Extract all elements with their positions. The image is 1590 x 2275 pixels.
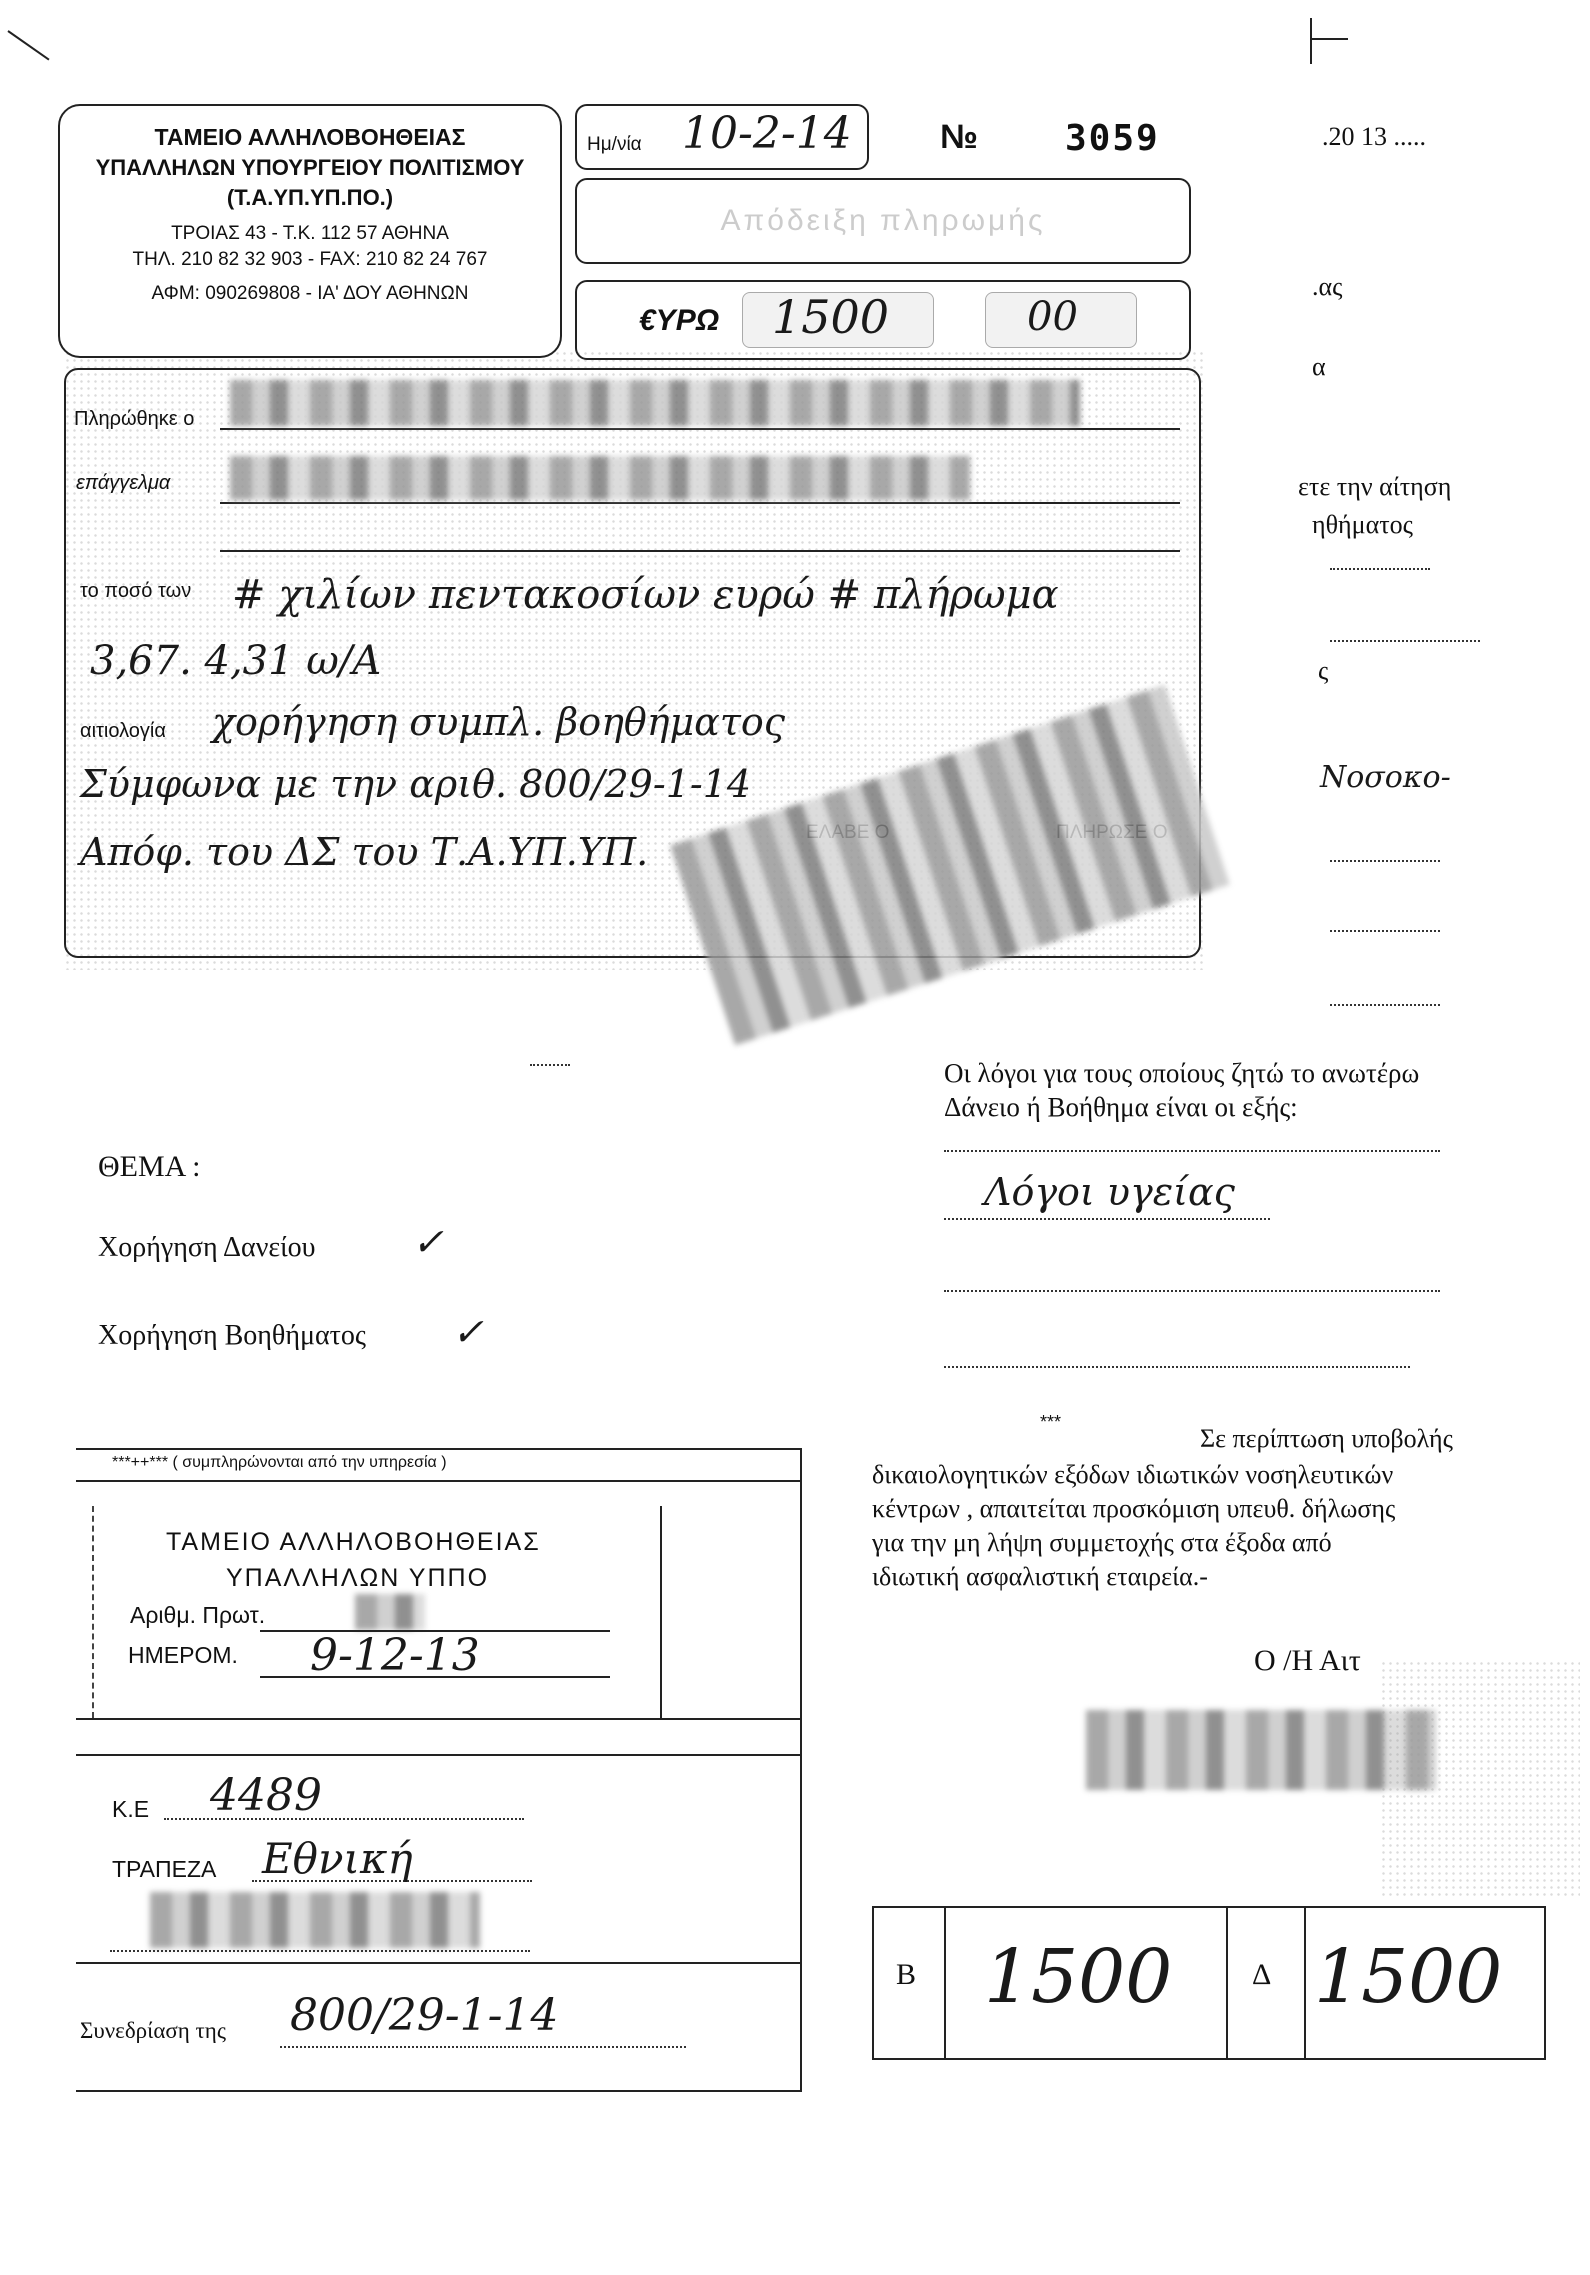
applicant-label: Ο /Η Αιτ xyxy=(1254,1644,1361,1677)
option-loan-check: ✓ xyxy=(412,1220,444,1264)
issuer-box xyxy=(58,104,562,358)
reasons-intro-1: Οι λόγοι για τους οποίους ζητώ το ανωτέρω xyxy=(944,1058,1420,1088)
stamp-date-label: ΗΜΕΡΟΜ. xyxy=(128,1642,238,1668)
bank-value: Εθνική xyxy=(262,1834,413,1883)
note-line3: κέντρων , απαιτείται προσκόμιση υπευθ. δήλωσης xyxy=(872,1494,1396,1523)
ke-label: Κ.Ε xyxy=(112,1796,150,1822)
right-dots-5 xyxy=(1330,1004,1440,1006)
service-header-line xyxy=(76,1480,802,1482)
date-label: Ημ/νία xyxy=(587,134,642,155)
amount-words-label: το ποσό των xyxy=(80,580,192,602)
bank-label: ΤΡΑΠΕΖΑ xyxy=(112,1856,217,1882)
note-stars: *** xyxy=(1040,1412,1062,1432)
corner-mark xyxy=(7,30,49,60)
reasons-dots-3 xyxy=(944,1290,1440,1292)
issuer-line3: (Τ.Α.ΥΠ.ΥΠ.ΠΟ.) xyxy=(226,185,394,210)
right-dots-3 xyxy=(1330,860,1440,862)
amount-currency-label: €ΥΡΩ xyxy=(639,304,720,337)
reason-label: αιτιολογία xyxy=(80,720,166,742)
issuer-tax: ΑΦΜ: 090269808 - ΙΑ' ΔΟΥ ΑΘΗΝΩΝ xyxy=(151,283,469,304)
service-separator-1 xyxy=(76,1718,802,1720)
stamp-line2: ΥΠΑΛΛΗΛΩΝ ΥΠΠΟ xyxy=(226,1564,490,1592)
reasons-dots-4 xyxy=(944,1366,1410,1368)
stamp-line1: ΤΑΜΕΙΟ ΑΛΛΗΛΟΒΟΗΘΕΙΑΣ xyxy=(166,1528,541,1556)
profession-redacted xyxy=(230,456,970,500)
reason-line2: Σύμφωνα με την αριθ. 800/29-1-14 xyxy=(80,762,752,806)
amount-words-line2: 3,67. 4,31 ω/Α xyxy=(90,638,382,684)
note-line5: ιδιωτική ασφαλιστική εταιρεία.- xyxy=(872,1562,1208,1591)
right-text-4: ηθήματος xyxy=(1312,510,1413,539)
right-dots-2 xyxy=(1330,640,1480,642)
protocol-redacted xyxy=(355,1594,425,1630)
subject-label: ΘΕΜΑ : xyxy=(98,1150,201,1183)
option-grant-check: ✓ xyxy=(452,1310,484,1354)
d-label: Δ xyxy=(1252,1958,1272,1991)
paid-to-redacted xyxy=(230,380,1080,426)
ke-value: 4489 xyxy=(210,1770,322,1821)
stamp-date-line xyxy=(260,1676,610,1678)
bd-box xyxy=(872,1906,1546,2060)
reasons-dots-2 xyxy=(944,1218,1270,1220)
paid-to-label: Πληρώθηκε ο xyxy=(74,408,195,430)
reasons-dots-1 xyxy=(944,1150,1440,1152)
session-value: 800/29-1-14 xyxy=(290,1990,559,2041)
bd-divider-2 xyxy=(1226,1908,1228,2058)
reasons-intro-2: Δάνειο ή Βοήθημα είναι οι εξής: xyxy=(944,1092,1298,1122)
bd-divider-3 xyxy=(1304,1908,1306,2058)
profession-line xyxy=(220,502,1180,504)
right-dots-1 xyxy=(1330,568,1430,570)
protocol-label: Αριθμ. Πρωτ. xyxy=(130,1602,266,1628)
corner-mark-right-tick xyxy=(1310,38,1348,40)
option-grant: Χορήγηση Βοηθήματος xyxy=(98,1320,366,1351)
bank-account-dots xyxy=(110,1950,530,1952)
service-separator-3 xyxy=(76,1962,802,1964)
b-label: Β xyxy=(896,1958,917,1991)
right-text-2: α xyxy=(1312,352,1326,381)
receipt-number: 3059 xyxy=(1065,118,1160,159)
receipt-separator-1 xyxy=(220,550,1180,552)
option-loan: Χορήγηση Δανείου xyxy=(98,1232,316,1263)
service-separator-2 xyxy=(76,1754,802,1756)
type-stamp-text: Απόδειξη πληρωμής xyxy=(720,204,1046,237)
amount-words-line1: # χιλίων πεντακοσίων ευρώ # πλήρωμα xyxy=(232,572,1059,618)
profession-label: επάγγελμα xyxy=(76,472,171,494)
bank-account-redacted xyxy=(150,1892,480,1948)
d-value: 1500 xyxy=(1314,1934,1503,2020)
issuer-line1: ΤΑΜΕΙΟ ΑΛΛΗΛΟΒΟΗΘΕΙΑΣ xyxy=(154,124,466,150)
right-text-6: Νοσοκο- xyxy=(1320,760,1451,795)
bd-divider-1 xyxy=(944,1908,946,2058)
reason-line3: Απόφ. του ΔΣ του Τ.Α.ΥΠ.ΥΠ. xyxy=(80,830,649,874)
session-dots xyxy=(280,2046,686,2048)
amount-value: 1500 xyxy=(772,290,890,344)
type-stamp-box xyxy=(575,178,1191,264)
service-header: ***++*** ( συμπληρώνονται από την υπηρεσία ) xyxy=(112,1454,447,1471)
corner-mark-right xyxy=(1310,18,1312,64)
stamp-date-value: 9-12-13 xyxy=(310,1630,480,1681)
right-text-5: ς xyxy=(1318,656,1329,685)
amount-cents: 00 xyxy=(1027,294,1078,340)
issuer-line2: ΥΠΑΛΛΗΛΩΝ ΥΠΟΥΡΓΕΙΟΥ ΠΟΛΙΤΙΣΜΟΥ xyxy=(95,155,525,180)
right-text-1: .ας xyxy=(1312,272,1343,301)
right-text-3: ετε την αίτηση xyxy=(1298,472,1452,501)
session-label: Συνεδρίαση της xyxy=(80,2018,226,2043)
date-box xyxy=(575,104,869,170)
reasons-handwritten: Λόγοι υγείας xyxy=(984,1170,1235,1214)
issuer-address: ΤΡΟΙΑΣ 43 - Τ.Κ. 112 57 ΑΘΗΝΑ xyxy=(171,223,449,244)
issuer-phone: ΤΗΛ. 210 82 32 903 - FAX: 210 82 24 767 xyxy=(132,249,488,270)
note-line4: για την μη λήψη συμμετοχής στα έξοδα από xyxy=(872,1528,1332,1557)
form-top-dots xyxy=(530,1064,570,1066)
right-dots-4 xyxy=(1330,930,1440,932)
right-year: .20 13 ..... xyxy=(1322,122,1426,151)
note-line1: Σε περίπτωση υποβολής xyxy=(1200,1424,1453,1453)
amount-box xyxy=(575,280,1191,360)
note-line2: δικαιολογητικών εξόδων ιδιωτικών νοσηλευτικών xyxy=(872,1460,1394,1489)
receipt-number-label: № xyxy=(940,118,978,156)
date-value: 10-2-14 xyxy=(682,108,852,159)
b-value: 1500 xyxy=(984,1934,1173,2020)
scan-noise xyxy=(1380,1660,1580,1900)
reason-line1: χορήγηση συμπλ. βοηθήματος xyxy=(212,700,786,744)
paid-to-line xyxy=(220,428,1180,430)
